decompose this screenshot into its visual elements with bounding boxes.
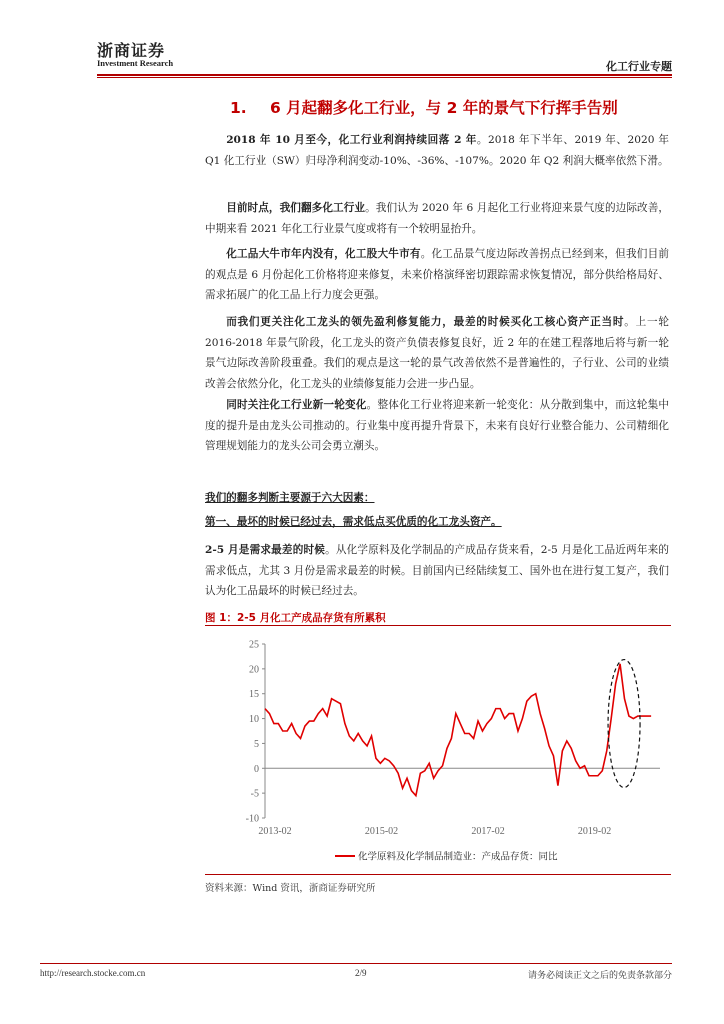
paragraph-1-lead: 2018 年 10 月至今，化工行业利润持续回落 2 年: [226, 134, 477, 146]
header-rule-thin: [97, 77, 672, 78]
y-tick-label: 0: [254, 763, 259, 775]
y-tick-label: 15: [249, 689, 259, 701]
report-category: 化工行业专题: [606, 60, 672, 73]
header-rule: [97, 74, 672, 76]
x-tick-label: 2013-02: [258, 826, 292, 837]
paragraph-5-lead: 同时关注化工行业新一轮变化: [226, 399, 367, 411]
paragraph-3-lead: 化工品大牛市年内没有，化工股大牛市有: [226, 248, 421, 260]
paragraph-5: [205, 395, 669, 457]
y-tick-label: -10: [245, 813, 259, 825]
series-line: [265, 664, 651, 796]
paragraph-5-text: 。整体化工行业将迎来新一轮变化：从分散到集中，而这轮集中度的提升是由龙头公司推动的。行业集中度再提升背景下，未来有良好行业整合能力、公司精细化管理规划能力的龙头公司会勇立潮头。: [205, 399, 670, 452]
paragraph-6: [205, 540, 669, 602]
footer-rule: [40, 963, 672, 964]
inventory-line-chart: [205, 630, 671, 870]
chart-legend: [335, 851, 558, 863]
paragraph-2-text: 。我们认为 2020 年 6 月起化工行业将迎来景气度的边际改善，中期来看 2021 年化工行业景气度或将有一个较明显抬升。: [205, 202, 670, 235]
paragraph-4-text: 。上一轮 2016-2018 年景气阶段，化工龙头的资产负债表修复良好，近 2 年的在建工程落地后将与新一轮景气边际改善阶段重叠。我们的观点是这一轮的景气改善依然不是普遍性的，子行业、公司的业绩改善会依然分化，化工龙头的业绩修复能力会进一步凸显。: [205, 316, 669, 390]
paragraph-6-lead: 2-5 月是需求最差的时候: [205, 544, 326, 556]
paragraph-4-lead: 而我们更关注化工龙头的领先盈利修复能力，最差的时候买化工核心资产正当时: [226, 316, 625, 328]
chart-axes: [265, 644, 660, 818]
paragraph-1: [205, 130, 669, 171]
footer-url[interactable]: http://research.stocke.com.cn: [40, 968, 146, 978]
section-title: [230, 96, 618, 118]
y-tick-label: 5: [254, 738, 259, 750]
y-tick-label: -5: [250, 788, 259, 800]
footer-disclaimer: 请务必阅读正文之后的免责条款部分: [527, 971, 672, 981]
x-tick-label: 2019-02: [577, 826, 612, 837]
paragraph-2: [205, 198, 669, 239]
x-tick-label: 2015-02: [364, 826, 399, 837]
factors-intro: [205, 488, 669, 509]
figure-title: 图 1：2-5 月化工产成品存货有所累积: [205, 612, 386, 624]
y-tick-label: 10: [249, 714, 259, 726]
factor-first-text: 第一、最坏的时候已经过去，需求低点买优质的化工龙头资产。: [205, 516, 502, 528]
y-tick-labels: [246, 640, 265, 825]
y-tick-label: 25: [249, 639, 259, 651]
factor-first: [205, 512, 669, 533]
logo-en: Investment Research: [97, 58, 174, 68]
section-number: 1.: [230, 99, 247, 117]
paragraph-6-text: 。从化学原料及化学制品的产成品存货来看，2-5 月是化工品近两年来的需求低点，尤其 3 月份是需求最差的时候。目前国内已经陆续复工、国外也在进行复工复产，我们认为化工品最坏的时候已经过去。: [205, 544, 669, 597]
y-tick-label: 20: [249, 664, 259, 676]
factors-intro-text: 我们的翻多判断主要源于六大因素：: [205, 492, 375, 504]
paragraph-4: [205, 312, 669, 394]
paragraph-1-text: 。2018 年下半年、2019 年、2020 年 Q1 化工行业（SW）归母净利润变动-10%、-36%、-107%。2020 年 Q2 利润大概率依然下滑。: [205, 134, 669, 167]
paragraph-3-text: 。化工品景气度边际改善拐点已经到来，但我们目前的观点是 6 月份起化工价格将迎来修复，未来价格演绎密切跟踪需求恢复情况，部分供给格局好、需求拓展广的化工品上行力度会更强。: [205, 248, 669, 301]
section-title-text: 6 月起翻多化工行业，与 2 年的景气下行挥手告别: [270, 99, 618, 117]
logo-cn: 浙商证券: [97, 41, 166, 60]
figure-rule-top: [205, 625, 671, 626]
x-tick-label: 2017-02: [471, 826, 505, 837]
paragraph-3: [205, 244, 669, 306]
x-tick-labels: [258, 826, 611, 837]
figure-rule-bottom: [205, 874, 671, 875]
figure-source: 资料来源：Wind 资讯，浙商证券研究所: [205, 883, 376, 894]
page-number: 2/9: [355, 968, 367, 978]
legend-label: 化学原料及化学制品制造业：产成品存货：同比: [358, 851, 558, 863]
paragraph-2-lead: 目前时点，我们翻多化工行业: [226, 202, 366, 214]
